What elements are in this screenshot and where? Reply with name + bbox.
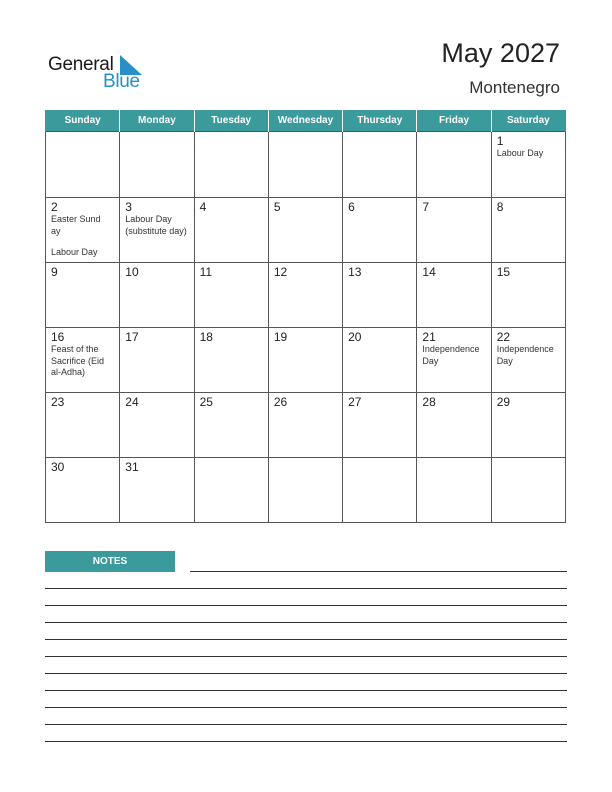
day-cell: [491, 263, 565, 328]
country-name: Montenegro: [469, 78, 560, 97]
note-line: [45, 673, 567, 674]
day-number: 30: [51, 460, 65, 474]
day-cell: [268, 198, 342, 263]
day-cell: [268, 393, 342, 458]
day-number: 21: [422, 330, 436, 344]
day-cell: [194, 328, 268, 393]
day-number: 18: [199, 330, 213, 344]
day-cell-empty: [491, 458, 565, 523]
note-line: [45, 707, 567, 708]
day-cell: [46, 198, 120, 263]
holiday-label: Labour Day: [51, 247, 98, 257]
day-cell: [268, 328, 342, 393]
day-cell: [491, 132, 565, 198]
holiday-label: Independence Day: [422, 344, 480, 366]
day-cell-empty: [417, 132, 491, 198]
day-cell: [46, 393, 120, 458]
weekday-header-row: [46, 110, 566, 132]
day-number: 24: [125, 395, 139, 409]
day-number: 16: [51, 330, 65, 344]
day-cell: [46, 263, 120, 328]
day-number: 17: [125, 330, 139, 344]
day-cell-empty: [194, 132, 268, 198]
day-number: 4: [199, 200, 207, 214]
day-cell: [46, 328, 120, 393]
day-cell: [343, 198, 417, 263]
week-row: [46, 393, 566, 458]
day-number: 7: [422, 200, 430, 214]
day-cell-empty: [194, 458, 268, 523]
day-number: 12: [273, 265, 288, 279]
weekday-friday: Friday: [417, 110, 491, 132]
day-cell: [120, 198, 194, 263]
day-number: 10: [125, 265, 139, 279]
brand-logo: [48, 52, 158, 92]
day-number: 26: [273, 395, 288, 409]
day-number: 8: [496, 200, 504, 214]
day-number: 25: [199, 395, 213, 409]
day-cell: [343, 393, 417, 458]
note-line: [45, 639, 567, 640]
holiday-label: Labour Day: [496, 148, 544, 158]
holiday-label: Labour Day (substitute day): [125, 214, 187, 236]
day-number: 20: [348, 330, 362, 344]
day-number: 15: [496, 265, 511, 279]
holiday-label: Independence Day: [496, 344, 554, 366]
day-cell: [417, 263, 491, 328]
day-cell-empty: [120, 132, 194, 198]
day-number: 14: [422, 265, 436, 279]
day-cell: [343, 263, 417, 328]
day-cell: [120, 263, 194, 328]
day-cell-empty: [268, 132, 342, 198]
day-cell: [194, 393, 268, 458]
day-number: 9: [51, 265, 58, 279]
day-cell: [268, 263, 342, 328]
weekday-saturday: Saturday: [491, 110, 565, 132]
week-row: [46, 198, 566, 263]
day-cell-empty: [46, 132, 120, 198]
day-cell: [194, 198, 268, 263]
note-line: [45, 656, 567, 657]
day-number: 29: [496, 395, 511, 409]
weekday-thursday: Thursday: [343, 110, 417, 132]
weekday-monday: Monday: [120, 110, 194, 132]
day-cell: [194, 263, 268, 328]
day-cell: [120, 393, 194, 458]
brand-general-text: General: [48, 54, 114, 75]
day-cell: [46, 458, 120, 523]
day-number: 27: [348, 395, 362, 409]
day-number: 11: [199, 265, 213, 279]
holiday-label: Easter Sunday: [51, 214, 101, 236]
day-number: 19: [273, 330, 288, 344]
day-cell: [120, 458, 194, 523]
note-line: [45, 741, 567, 742]
day-cell-empty: [268, 458, 342, 523]
day-number: 1: [496, 134, 504, 148]
day-number: 13: [348, 265, 362, 279]
day-cell: [491, 198, 565, 263]
day-cell: [417, 198, 491, 263]
day-cell: [417, 328, 491, 393]
holiday-label: Feast of the Sacrifice (Eid al-Adha): [51, 344, 105, 377]
day-cell-empty: [343, 132, 417, 198]
note-line: [45, 690, 567, 691]
day-cell-empty: [343, 458, 417, 523]
weekday-wednesday: Wednesday: [268, 110, 342, 132]
note-line: [45, 724, 567, 725]
note-line: [190, 571, 567, 572]
day-number: 3: [125, 200, 132, 214]
day-number: 31: [125, 460, 139, 474]
week-row: [46, 132, 566, 198]
day-cell: [343, 328, 417, 393]
note-line: [45, 588, 567, 589]
day-cell: [491, 393, 565, 458]
week-row: [46, 458, 566, 523]
day-number: 23: [51, 395, 65, 409]
note-line: [45, 622, 567, 623]
weekday-sunday: Sunday: [46, 110, 120, 132]
week-row: [46, 263, 566, 328]
day-number: 5: [273, 200, 281, 214]
brand-blue-text: Blue: [103, 71, 140, 92]
day-cell-empty: [417, 458, 491, 523]
note-line: [45, 605, 567, 606]
day-cell: [491, 328, 565, 393]
weekday-tuesday: Tuesday: [194, 110, 268, 132]
day-number: 6: [348, 200, 355, 214]
day-cell: [417, 393, 491, 458]
day-number: 28: [422, 395, 436, 409]
day-number: 22: [496, 330, 511, 344]
day-cell: [120, 328, 194, 393]
week-row: [46, 328, 566, 393]
page-title: May 2027: [441, 38, 560, 68]
month-calendar: [45, 110, 566, 523]
notes-header: NOTES: [45, 551, 175, 572]
day-number: 2: [51, 200, 58, 214]
